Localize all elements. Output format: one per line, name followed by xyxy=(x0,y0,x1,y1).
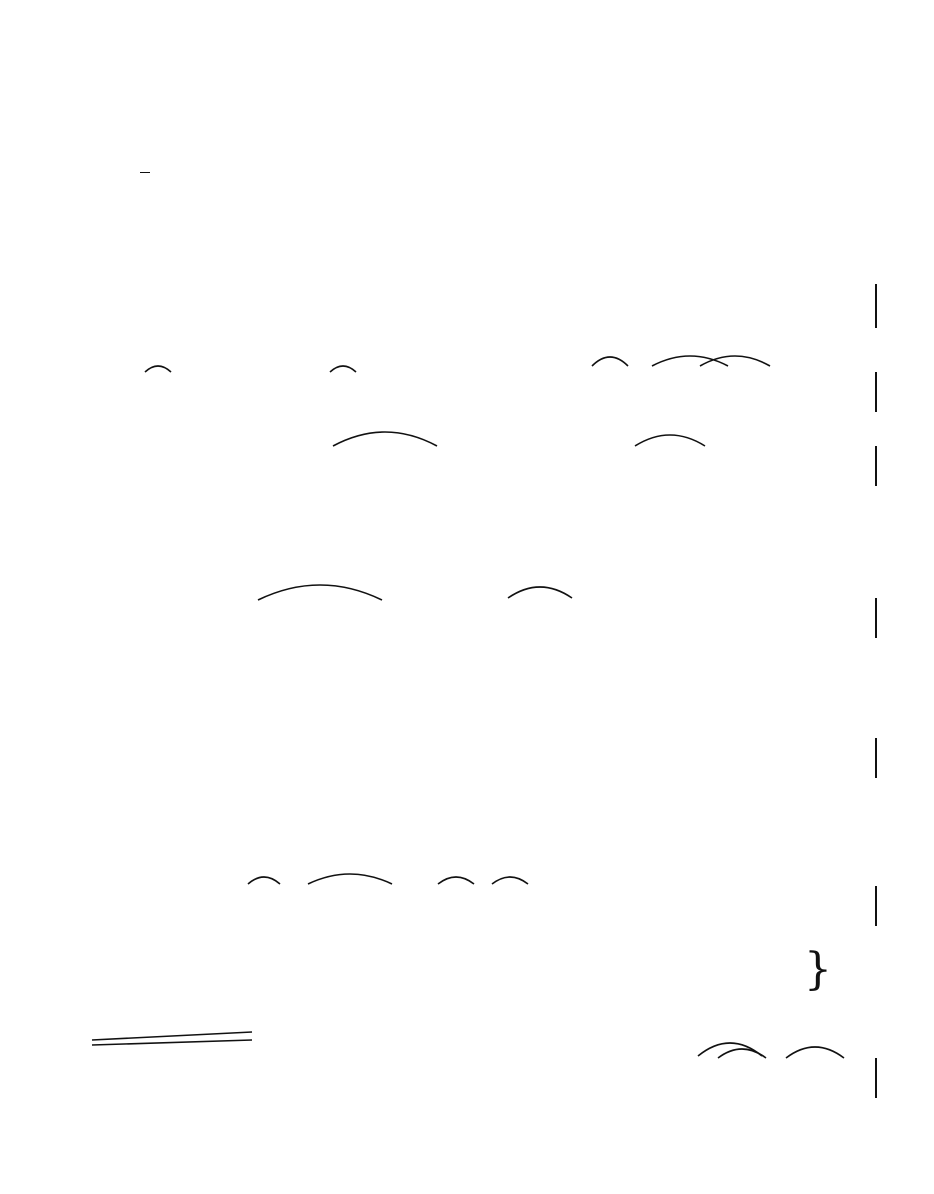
bar-line xyxy=(875,886,877,926)
slur xyxy=(145,366,171,372)
slur xyxy=(635,435,705,446)
slur xyxy=(652,356,728,366)
bar-line xyxy=(875,1058,877,1098)
bar-line xyxy=(875,738,877,778)
slur xyxy=(786,1047,844,1058)
slur xyxy=(700,356,770,366)
bar-line xyxy=(875,446,877,486)
slur xyxy=(258,585,382,600)
verse-brace: } xyxy=(804,944,832,995)
slur xyxy=(308,874,392,884)
slur xyxy=(698,1043,762,1056)
decorative-line xyxy=(92,1040,252,1045)
bar-line xyxy=(875,284,877,328)
slur xyxy=(248,877,280,884)
bar-line xyxy=(875,598,877,638)
slur xyxy=(438,877,474,884)
bar-line xyxy=(875,372,877,412)
slur xyxy=(718,1049,766,1058)
slur xyxy=(508,587,572,598)
decorative-line xyxy=(92,1032,252,1040)
slur xyxy=(330,366,356,372)
slur xyxy=(492,877,528,884)
slur xyxy=(592,357,628,366)
slur xyxy=(333,432,437,446)
